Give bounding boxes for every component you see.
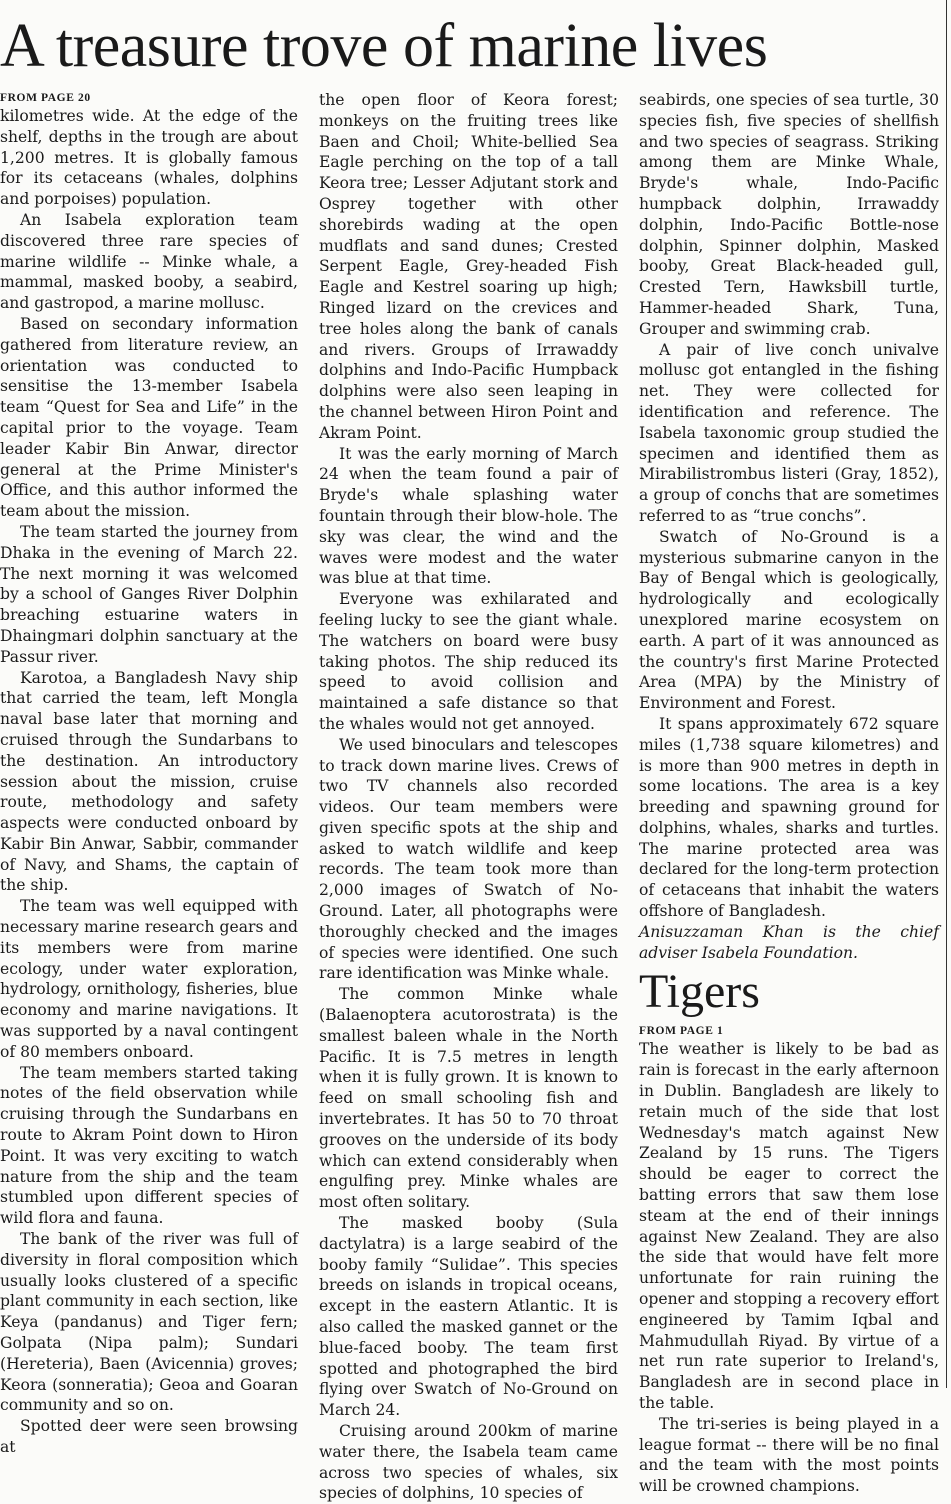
author-credit: Anisuzzaman Khan is the chief adviser Isabela Foundation. (639, 922, 939, 962)
paragraph: A pair of live conch univalve mollusc got entangled in the fishing net. They were collected for identification and reference. The Isabela taxonomic group studied the specimen and identified them as Mirabilistrombus listeri (Gray, 1852), a group of conchs that are sometimes referred to as “true conchs”. (639, 340, 939, 525)
paragraph: Swatch of No-Ground is a mysterious submarine canyon in the Bay of Bengal which is geologically, hydrologically and ecologically unexplored marine ecosystem on earth. A part of it was announced as the country's first Marine Protected Area (MPA) by the Ministry of Environment and Forest. (639, 527, 939, 713)
paragraph: The team members started taking notes of the field observation while cruising through the Sundarbans en route to Akram Point down to Hiron Point. It was very exciting to watch nature from the ship and the team stumbled upon different species of wild flora and fauna. (0, 1063, 298, 1228)
paragraph: It spans approximately 672 square miles (1,738 square kilometres) and is more than 900 metres in depth in some locations. The area is a key breeding and spawning ground for dolphins, whales, sharks and turtles. The marine protected area was declared for the long-term protection of cetaceans that inhabit the waters offshore of Bangladesh. (639, 714, 939, 921)
second-article-headline: Tigers (639, 965, 760, 1019)
paragraph: The team was well equipped with necessary marine research gears and its members were from marine ecology, under water exploration, hydrology, ornithology, fisheries, blue economy and marine navigations. It was supported by a naval contingent of 80 members onboard. (0, 897, 298, 1061)
paragraph: The weather is likely to be bad as rain is forecast in the early afternoon in Dublin. Bangladesh are likely to retain much of the side that lost Wednesday's match against New Zealand by 15 runs. The Tigers should be eager to correct the batting errors that saw them lose steam at the end of their innings against New Zealand. They are also the side that would have felt more unfortunate for rain ruining the opener and stopping a recovery effort engineered by Tamim Iqbal and Mahmudullah Riyad. By virtue of a net run rate superior to Ireland's, Bangladesh are in second place in the table. (639, 1040, 939, 1413)
continued-from-label: FROM PAGE 1 (639, 1025, 724, 1038)
article-column-1 (0, 90, 298, 1456)
paragraph: Based on secondary information gathered from literature review, an orientation was conducted to sensitise the 13-member Isabela team “Quest for Sea and Life” in the capital prior to the voyage. Team leader Kabir Bin Anwar, director general at the Prime Minister's Office, and this author informed the team about the mission. (0, 314, 298, 521)
paragraph: We used binoculars and telescopes to track down marine lives. Crews of two TV channels also recorded videos. Our team members were given specific spots at the ship and asked to watch wildlife and keep records. The team took more than 2,000 images of Swatch of No-Ground. Later, all photographs were thoroughly checked and the images of species were identified. One such rare identification was Minke whale. (319, 735, 618, 983)
paragraph: The team started the journey from Dhaka in the evening of March 22. The next morning it was welcomed by a school of Ganges River Dolphin breaching estuarine waters in Dhaingmari dolphin sanctuary at the Passur river. (0, 522, 298, 666)
paragraph: The masked booby (Sula dactylatra) is a large seabird of the booby family “Sulidae”. This species breeds on islands in tropical oceans, except in the eastern Atlantic. It is also called the masked gannet or the blue-faced booby. The team first spotted and photographed the bird flying over Swatch of No-Ground on March 24. (319, 1214, 618, 1420)
paragraph: Everyone was exhilarated and feeling lucky to see the giant whale. The watchers on board were busy taking photos. The ship reduced its speed to avoid collision and maintained a safe distance so that the whales would not get annoyed. (319, 590, 618, 733)
article-column-2 (319, 90, 618, 1503)
paragraph: Karotoa, a Bangladesh Navy ship that carried the team, left Mongla naval base later that morning and cruised through the Sundarbans to the destination. An introductory session about the mission, cruise route, methodology and safety aspects were conducted onboard by Kabir Bin Anwar, Sabbir, commander of Navy, and Shams, the captain of the ship. (0, 668, 298, 895)
paragraph: The bank of the river was full of diversity in floral composition which usually looks clustered of a specific plant community in each section, like Keya (pandanus) and Tiger fern; Golpata (Nipa palm); Sundari (Hereteria), Baen (Avicennia) groves; Keora (sonneratia); Geoa and Goaran community and so on. (0, 1230, 298, 1415)
paragraph: The common Minke whale (Balaenoptera acutorostrata) is the smallest baleen whale in the North Pacific. It is 7.5 metres in length when it is fully grown. It is known to feed on small schooling fish and invertebrates. It has 50 to 70 throat grooves on the underside of its body which can extend considerably when engulfing prey. Minke whales are most often solitary. (319, 985, 618, 1212)
paragraph: It was the early morning of March 24 when the team found a pair of Bryde's whale splashing water fountain through their blow-hole. The sky was clear, the wind and the waves were modest and the water was blue at that time. (319, 444, 618, 588)
article-column-3 (639, 90, 939, 1496)
paragraph: Spotted deer were seen browsing at (0, 1417, 298, 1456)
paragraph: kilometres wide. At the edge of the shelf, depths in the trough are about 1,200 metres. It is globally famous for its cetaceans (whales, dolphins and porpoises) population. (0, 107, 298, 209)
paragraph: The tri-series is being played in a league format -- there will be no final and the team with the most points will be crowned champions. (639, 1414, 939, 1496)
paragraph: An Isabela exploration team discovered three rare species of marine wildlife -- Minke whale, a mammal, masked booby, a seabird, and gastropod, a marine mollusc. (0, 210, 298, 313)
paragraph: seabirds, one species of sea turtle, 30 species fish, five species of shellfish and two species of seagrass. Striking among them are Minke Whale, Bryde's whale, Indo-Pacific humpback dolphin, Irrawaddy dolphin, Indo-Pacific Bottle-nose dolphin, Spinner dolphin, Masked booby, Great Black-headed gull, Crested Tern, Hawksbill turtle, Hammer-headed Shark, Tuna, Grouper and swimming crab. (639, 91, 939, 338)
continued-from-label: FROM PAGE 20 (0, 92, 91, 104)
paragraph: Cruising around 200km of marine water there, the Isabela team came across two species of whales, six species of dolphins, 10 species of (319, 1422, 618, 1503)
column-rule (946, 0, 947, 1388)
paragraph: the open floor of Keora forest; monkeys on the fruiting trees like Baen and Choil; White-bellied Sea Eagle perching on the top of a tall Keora tree; Lesser Adjutant stork and Osprey together with other shorebirds wading at the open mudflats and sand dunes; Crested Serpent Eagle, Grey-headed Fish Eagle and Kestrel soaring up high; Ringed lizard on the crevices and tree holes along the bank of canals and rivers. Groups of Irrawaddy dolphins and Indo-Pacific Humpback dolphins were also seen leaping in the channel between Hiron Point and Akram Point. (319, 91, 618, 442)
article-headline: A treasure trove of marine lives (0, 12, 768, 80)
